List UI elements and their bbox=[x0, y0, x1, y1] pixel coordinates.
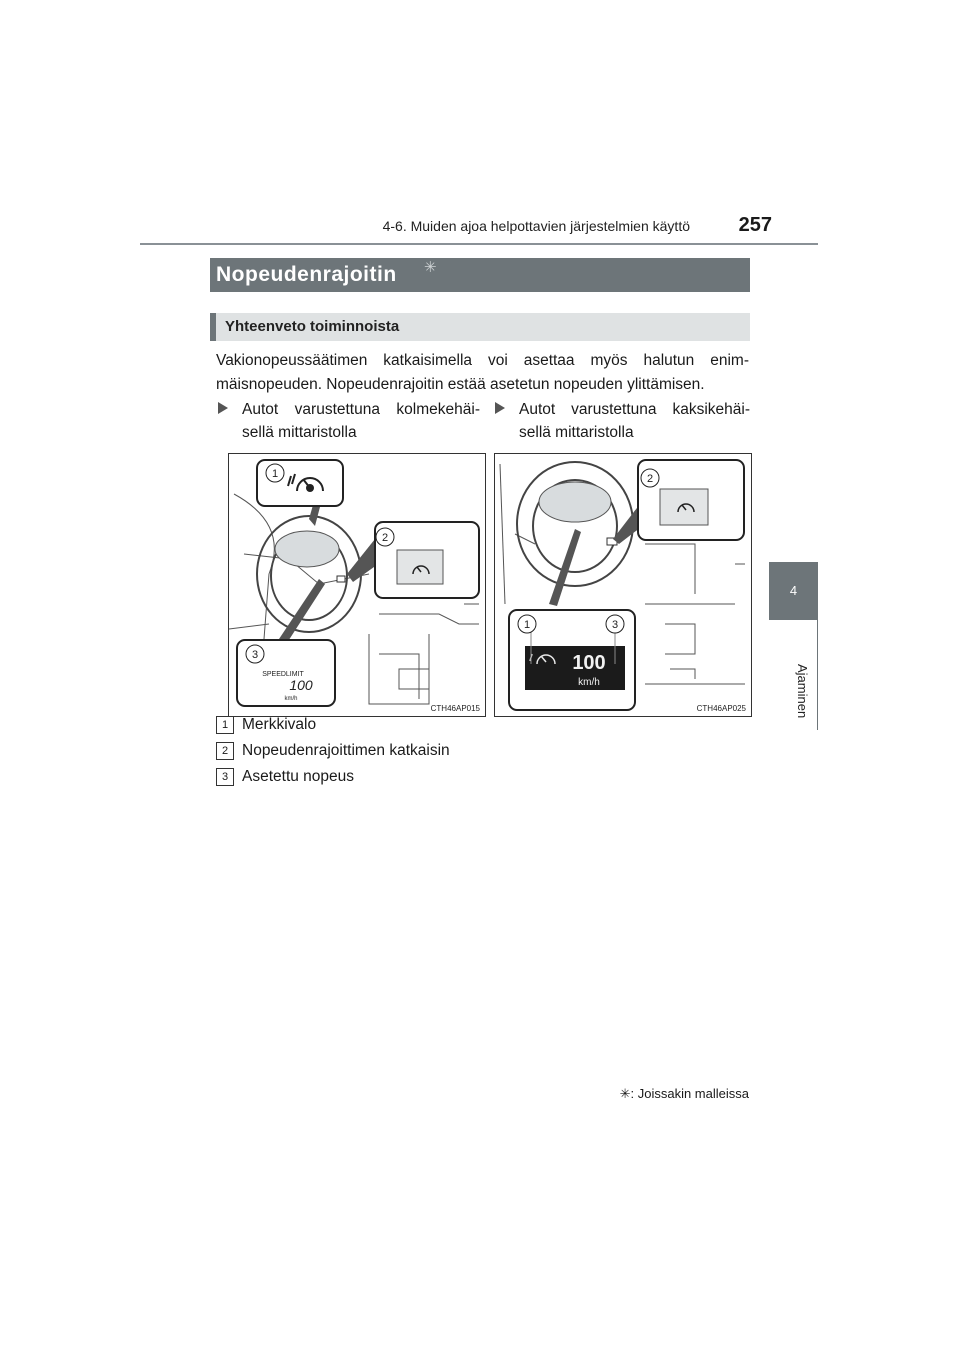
footnote: ✳: Joissakin malleissa bbox=[619, 1086, 749, 1101]
variant-text: Autot varustettuna kolmekehäi-sellä mittaristolla bbox=[242, 401, 480, 441]
set-speed-unit: km/h bbox=[578, 677, 600, 688]
variant-three-ring bbox=[218, 398, 480, 444]
intro-paragraph: Vakionopeussäätimen katkaisimella voi asettaa myös halutun enim-mäisnopeuden. Nopeudenrajoitin estää asetetun nopeuden ylittämisen. bbox=[216, 352, 749, 393]
chapter-name-label: Ajaminen bbox=[795, 664, 810, 719]
triangle-bullet-icon bbox=[218, 402, 228, 414]
legend-label: Merkkivalo bbox=[242, 716, 317, 734]
chapter-divider bbox=[817, 620, 818, 730]
dashboard-illustration bbox=[229, 454, 485, 716]
callout-3: 3 bbox=[611, 619, 619, 631]
callout-2: 2 bbox=[646, 473, 654, 485]
speedlimit-label: SPEEDLIMIT bbox=[262, 671, 304, 678]
variant-two-ring bbox=[495, 398, 750, 444]
figure-two-ring-dashboard bbox=[494, 453, 752, 717]
callout-3: 3 bbox=[251, 649, 259, 661]
legend-label: Asetettu nopeus bbox=[242, 768, 355, 786]
header-rule bbox=[140, 243, 818, 245]
callout-2: 2 bbox=[381, 532, 389, 544]
figure-code: CTH46AP025 bbox=[696, 704, 746, 713]
legend-label: Nopeudenrajoittimen katkaisin bbox=[242, 742, 450, 760]
triangle-bullet-icon bbox=[495, 402, 505, 414]
chapter-name bbox=[770, 630, 810, 719]
figure-three-ring-dashboard bbox=[228, 453, 486, 717]
legend-number: 3 bbox=[216, 768, 234, 786]
subheading-marker bbox=[210, 313, 216, 341]
dashboard-illustration bbox=[495, 454, 751, 716]
legend-item bbox=[216, 742, 450, 760]
callout-1: 1 bbox=[523, 619, 531, 631]
legend-number: 2 bbox=[216, 742, 234, 760]
legend-item bbox=[216, 768, 354, 786]
legend-item bbox=[216, 716, 316, 734]
variant-text: Autot varustettuna kaksikehäi-sellä mittaristolla bbox=[519, 401, 750, 441]
section-header: 4-6. Muiden ajoa helpottavien järjestelmien käyttö bbox=[382, 218, 690, 234]
chapter-tab: 4 bbox=[769, 562, 818, 620]
page-title: Nopeudenrajoitin bbox=[216, 263, 397, 286]
callout-1: 1 bbox=[271, 468, 279, 480]
title-asterisk: ✳ bbox=[424, 259, 437, 276]
figure-code: CTH46AP015 bbox=[430, 704, 480, 713]
legend-number: 1 bbox=[216, 716, 234, 734]
set-speed-value: 100 bbox=[572, 652, 606, 674]
page-number: 257 bbox=[738, 214, 772, 236]
speedlimit-value: 100 bbox=[289, 677, 313, 693]
speedlimit-unit: km/h bbox=[284, 696, 298, 702]
subheading: Yhteenveto toiminnoista bbox=[225, 318, 400, 335]
